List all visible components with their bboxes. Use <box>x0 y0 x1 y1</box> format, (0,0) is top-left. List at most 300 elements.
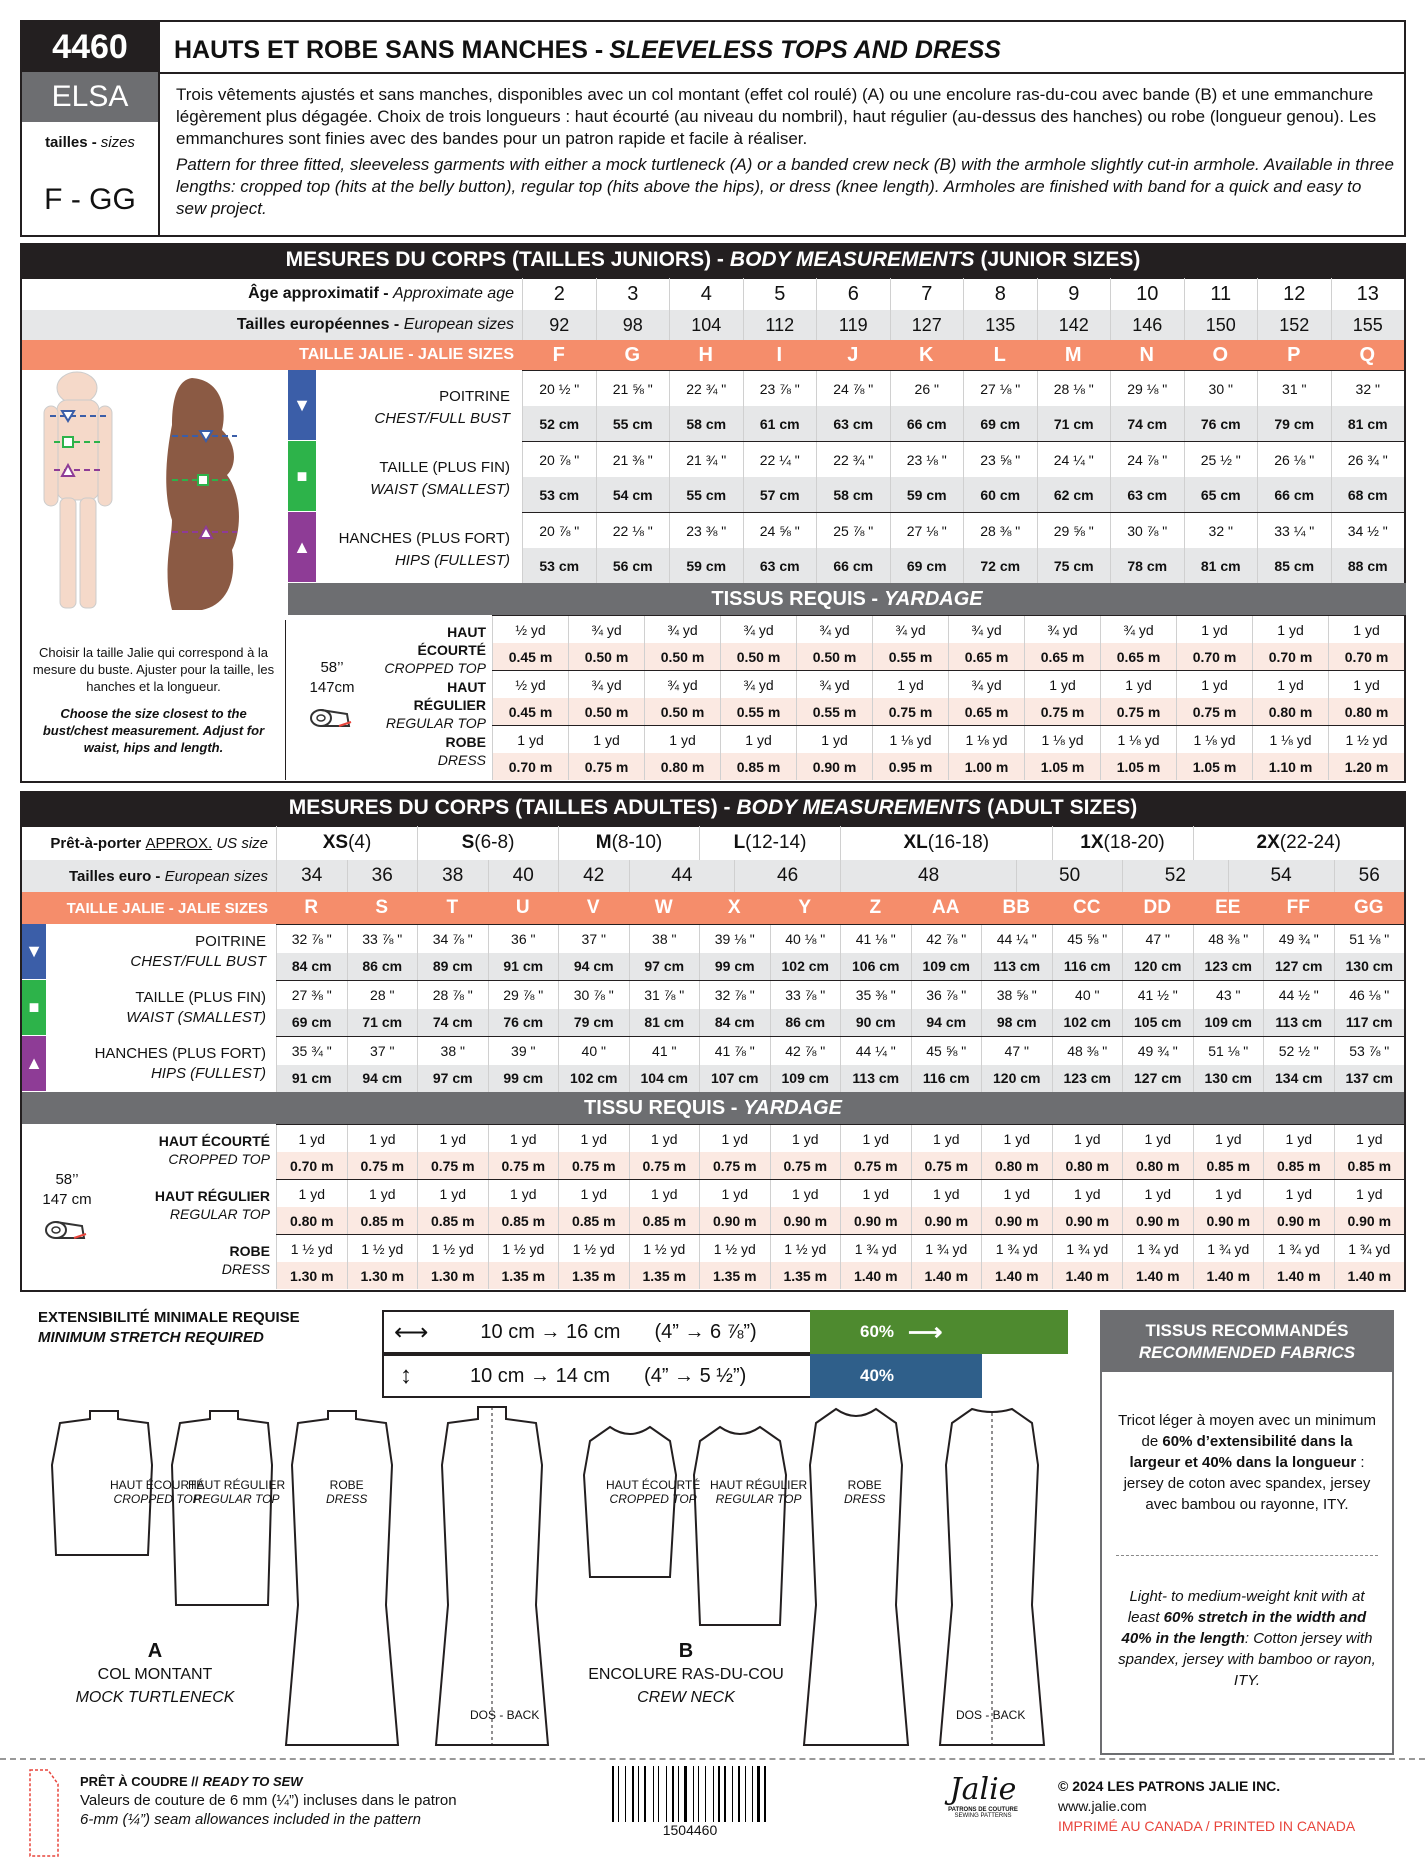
yardage-yd: 1 ½ yd <box>488 1235 559 1262</box>
measure-cm: 78 cm <box>1110 548 1184 583</box>
yardage-m: 0.75 m <box>1176 698 1252 725</box>
eu-size-cell: 135 <box>963 310 1037 340</box>
yardage-label-fr: HAUT RÉGULIER <box>413 679 486 713</box>
measure-in: 27 ⅛ " <box>963 371 1037 406</box>
jalie-size-cell: R <box>304 897 319 918</box>
yardage-yd: 1 yd <box>488 1125 559 1152</box>
yardage-yd: 1 yd <box>840 1180 911 1207</box>
yardage-m: 0.75 m <box>417 1152 488 1179</box>
measure-label-fr: TAILLE (PLUS FIN) <box>135 989 266 1006</box>
measure-in: 51 ⅛ " <box>1193 1037 1264 1065</box>
yardage-m: 0.90 m <box>770 1207 841 1234</box>
measure-in: 23 ⅞ " <box>743 371 817 406</box>
measure-in: 39 " <box>488 1037 559 1065</box>
eu-size-cell: 48 <box>840 860 1016 892</box>
us-size-letter: S <box>461 832 475 853</box>
measure-cm: 85 cm <box>1257 548 1331 583</box>
sizes-label: tailles - sizes <box>45 133 135 151</box>
jalie-size-cell: H <box>698 343 713 366</box>
measure-cm: 116 cm <box>1052 953 1123 981</box>
age-cell: 9 <box>1037 278 1111 310</box>
stretch-width-box: ⟷ 10 cm → 16 cm (4” → 6 ⅞”) <box>382 1310 812 1354</box>
measure-in: 24 ⅝ " <box>743 513 817 548</box>
measure-cm: 69 cm <box>276 1009 347 1037</box>
stretch-length-box: ↕ 10 cm → 14 cm (4” → 5 ½”) <box>382 1354 812 1398</box>
view-b-caption: B ENCOLURE RAS-DU-COU CREW NECK <box>588 1640 784 1706</box>
yardage-yd: 1 ½ yd <box>558 1235 629 1262</box>
yardage-yd: 1 ½ yd <box>770 1235 841 1262</box>
measure-in: 30 ⅞ " <box>558 981 629 1009</box>
yardage-m: 0.70 m <box>1176 643 1252 670</box>
yardage-m: 0.50 m <box>568 643 644 670</box>
junior-fabric-width: 58’’ 147cm <box>288 620 376 780</box>
measure-in: 32 " <box>1184 513 1258 548</box>
eu-size-cell: 52 <box>1122 860 1228 892</box>
measure-cm: 120 cm <box>981 1065 1052 1093</box>
yardage-m: 0.75 m <box>840 1152 911 1179</box>
measure-in: 40 " <box>558 1037 629 1065</box>
age-cell: 13 <box>1331 278 1405 310</box>
adult-eu-row <box>276 860 1404 892</box>
yardage-label-fr: HAUT ÉCOURTÉ <box>158 1133 270 1149</box>
yardage-m: 0.80 m <box>1328 698 1404 725</box>
measure-cm: 76 cm <box>488 1009 559 1037</box>
measure-in: 37 " <box>347 1037 418 1065</box>
measure-cm: 98 cm <box>981 1009 1052 1037</box>
yardage-m: 0.45 m <box>492 698 568 725</box>
us-size-cell <box>1193 826 1405 860</box>
measure-cm: 65 cm <box>1184 477 1258 512</box>
yardage-yd: 1 yd <box>1334 1180 1405 1207</box>
yardage-yd: 1 yd <box>1052 1125 1123 1152</box>
jalie-size-cell: O <box>1212 343 1229 366</box>
measure-cm: 55 cm <box>596 406 670 441</box>
garment-views <box>30 1405 1090 1770</box>
measure-cm: 63 cm <box>816 406 890 441</box>
measure-cm: 120 cm <box>1122 953 1193 981</box>
yardage-m: 1.30 m <box>276 1262 347 1289</box>
yardage-m: 1.40 m <box>1122 1262 1193 1289</box>
yardage-m: 0.85 m <box>488 1207 559 1234</box>
yardage-yd: 1 yd <box>558 1125 629 1152</box>
yardage-yd: 1 yd <box>1252 616 1328 643</box>
yardage-label-fr: ROBE <box>445 734 486 750</box>
measure-cm: 134 cm <box>1263 1065 1334 1093</box>
b-dress-label: ROBE DRESS <box>844 1478 886 1506</box>
measure-cm: 62 cm <box>1037 477 1111 512</box>
yardage-m: 0.80 m <box>1122 1152 1193 1179</box>
us-size-cell <box>699 826 840 860</box>
yardage-m: 0.50 m <box>644 643 720 670</box>
measure-in: 26 " <box>890 371 964 406</box>
adult-yardage <box>112 1124 1404 1290</box>
measure-in: 23 ⅜ " <box>669 513 743 548</box>
us-size-cell <box>840 826 1052 860</box>
footer-divider <box>0 1758 1425 1760</box>
jalie-size-cell: F <box>552 343 565 366</box>
junior-eu-row <box>522 310 1404 340</box>
jalie-size-cell: G <box>624 343 641 366</box>
yardage-yd: 1 yd <box>699 1180 770 1207</box>
eu-size-cell: 36 <box>347 860 418 892</box>
yardage-m: 0.65 m <box>948 643 1024 670</box>
yardage-m: 0.75 m <box>1024 698 1100 725</box>
measure-cm: 71 cm <box>1037 406 1111 441</box>
yardage-m: 0.80 m <box>1052 1152 1123 1179</box>
measure-cm: 81 cm <box>629 1009 700 1037</box>
measure-values <box>522 512 1404 583</box>
measure-cm: 116 cm <box>911 1065 982 1093</box>
yardage-yd: 1 yd <box>1193 1180 1264 1207</box>
us-size-range: (16-18) <box>927 832 990 853</box>
measure-icon: ▼ <box>22 924 46 979</box>
vertical-arrow-icon: ↕ <box>400 1362 412 1389</box>
yardage-yd: ¾ yd <box>796 616 872 643</box>
measure-cm: 54 cm <box>596 477 670 512</box>
measure-in: 32 ⅞ " <box>276 925 347 953</box>
yardage-m: 0.80 m <box>644 753 720 780</box>
yardage-yd: 1 yd <box>1334 1125 1405 1152</box>
yardage-m: 1.40 m <box>1334 1262 1405 1289</box>
measure-label <box>318 370 518 441</box>
measure-in: 42 ⅞ " <box>911 925 982 953</box>
measure-in: 38 " <box>629 925 700 953</box>
measure-cm: 99 cm <box>488 1065 559 1093</box>
yardage-m: 0.75 m <box>911 1152 982 1179</box>
yardage-m: 0.85 m <box>720 753 796 780</box>
a-cropped-label: HAUT ÉCOURTÉ CROPPED TOP <box>110 1478 205 1506</box>
yardage-m: 0.75 m <box>1100 698 1176 725</box>
measure-cm: 57 cm <box>743 477 817 512</box>
fabrics-fr: Tricot léger à moyen avec un minimum de 60% d’extensibilité dans la largeur et 40% dans la longueur : jersey de coton avec spandex, jersey avec bambou ou rayonne, ITY. <box>1118 1412 1376 1513</box>
measure-cm: 106 cm <box>840 953 911 981</box>
us-size-cell <box>1052 826 1193 860</box>
pattern-name: ELSA <box>22 72 158 122</box>
yardage-yd: ¾ yd <box>720 671 796 698</box>
adult-jalie-label: TAILLE JALIE - JALIE SIZES <box>22 892 276 924</box>
eu-size-cell: 42 <box>558 860 629 892</box>
yardage-yd: 1 yd <box>796 726 872 753</box>
measure-label <box>318 512 518 583</box>
eu-size-cell: 92 <box>522 310 596 340</box>
measure-in: 51 ⅛ " <box>1334 925 1405 953</box>
measure-icon: ▼ <box>288 370 316 440</box>
us-size-label: Prêt-à-porter APPROX. US size <box>50 834 268 852</box>
measure-cm: 69 cm <box>890 548 964 583</box>
yardage-yd: 1 yd <box>1024 671 1100 698</box>
junior-yardage-title: TISSUS REQUIS - YARDAGE <box>288 583 1406 615</box>
measure-cm: 56 cm <box>596 548 670 583</box>
measure-cm: 104 cm <box>629 1065 700 1093</box>
yardage-label-en: CROPPED TOP <box>384 660 486 676</box>
measure-cm: 123 cm <box>1052 1065 1123 1093</box>
measure-cm: 79 cm <box>558 1009 629 1037</box>
yardage-m: 0.85 m <box>558 1207 629 1234</box>
age-cell: 12 <box>1257 278 1331 310</box>
measure-in: 46 ⅛ " <box>1334 981 1405 1009</box>
yardage-label <box>376 623 486 677</box>
yardage-yd: ¾ yd <box>948 616 1024 643</box>
measure-cm: 63 cm <box>743 548 817 583</box>
measure-in: 29 ⅝ " <box>1037 513 1111 548</box>
measure-in: 45 ⅝ " <box>1052 925 1123 953</box>
measure-cm: 89 cm <box>417 953 488 981</box>
yardage-m: 1.10 m <box>1252 753 1328 780</box>
measure-in: 38 " <box>417 1037 488 1065</box>
measure-cm: 74 cm <box>417 1009 488 1037</box>
age-cell: 11 <box>1184 278 1258 310</box>
yardage-m: 0.75 m <box>770 1152 841 1179</box>
yardage-m: 1.40 m <box>981 1262 1052 1289</box>
yardage-yd: 1 ½ yd <box>699 1235 770 1262</box>
jalie-size-cell: X <box>727 897 741 918</box>
description <box>176 84 1394 220</box>
measure-label <box>318 441 518 512</box>
measure-cm: 76 cm <box>1184 406 1258 441</box>
measure-in: 31 ⅞ " <box>629 981 700 1009</box>
yardage-m: 0.70 m <box>1328 643 1404 670</box>
size-range: F - GG <box>44 182 136 216</box>
measure-in: 41 ⅞ " <box>699 1037 770 1065</box>
yardage-yd: ¾ yd <box>568 671 644 698</box>
jalie-size-cell: AA <box>932 897 960 918</box>
eu-size-cell: 50 <box>1016 860 1122 892</box>
measure-in: 38 ⅝ " <box>981 981 1052 1009</box>
yardage-yd: 1 yd <box>770 1180 841 1207</box>
jalie-size-cell: Z <box>869 897 882 918</box>
jalie-size-cell: W <box>654 897 673 918</box>
measure-in: 29 ⅛ " <box>1110 371 1184 406</box>
yardage-m: 0.90 m <box>1122 1207 1193 1234</box>
us-size-range: (4) <box>348 832 372 853</box>
yardage-m: 0.90 m <box>840 1207 911 1234</box>
measure-cm: 117 cm <box>1334 1009 1405 1037</box>
measure-in: 29 ⅞ " <box>488 981 559 1009</box>
measure-in: 28 " <box>347 981 418 1009</box>
measure-in: 42 ⅞ " <box>770 1037 841 1065</box>
jalie-size-cell: P <box>1287 343 1301 366</box>
measure-cm: 86 cm <box>770 1009 841 1037</box>
measure-in: 33 ¼ " <box>1257 513 1331 548</box>
measure-in: 47 " <box>1122 925 1193 953</box>
a-back-label: DOS - BACK <box>470 1708 540 1722</box>
measure-cm: 94 cm <box>911 1009 982 1037</box>
yardage-values <box>276 1179 1404 1234</box>
measure-in: 35 ⅜ " <box>840 981 911 1009</box>
measure-label <box>48 980 274 1036</box>
jalie-size-cell: L <box>993 343 1006 366</box>
fabric-roll-icon <box>42 1216 92 1242</box>
yardage-yd: ¾ yd <box>1024 616 1100 643</box>
eu-label: Tailles européennes - European sizes <box>22 310 522 340</box>
measure-cm: 58 cm <box>669 406 743 441</box>
measure-in: 27 ⅜ " <box>276 981 347 1009</box>
yardage-yd: 1 yd <box>347 1125 418 1152</box>
measure-in: 20 ⅞ " <box>522 513 596 548</box>
measure-in: 20 ½ " <box>522 371 596 406</box>
yardage-yd: 1 yd <box>911 1180 982 1207</box>
yardage-yd: 1 yd <box>1122 1125 1193 1152</box>
yardage-label-fr: HAUT RÉGULIER <box>154 1188 270 1204</box>
measure-in: 25 ⅞ " <box>816 513 890 548</box>
yardage-m: 0.55 m <box>720 698 796 725</box>
eu-size-cell: 38 <box>417 860 488 892</box>
measure-cm: 53 cm <box>522 477 596 512</box>
measure-cm: 66 cm <box>816 548 890 583</box>
yardage-yd: 1 yd <box>629 1125 700 1152</box>
yardage-label <box>376 678 486 732</box>
yardage-yd: 1 yd <box>568 726 644 753</box>
measure-in: 28 ⅞ " <box>417 981 488 1009</box>
yardage-yd: 1 yd <box>1263 1180 1334 1207</box>
measure-in: 22 ¾ " <box>669 371 743 406</box>
jalie-size-cell: Y <box>798 897 812 918</box>
yardage-m: 0.90 m <box>1334 1207 1405 1234</box>
yardage-m: 0.75 m <box>488 1152 559 1179</box>
yardage-yd: 1 yd <box>1328 671 1404 698</box>
yardage-m: 0.85 m <box>1263 1152 1334 1179</box>
us-size-letter: M <box>595 832 612 853</box>
measure-cm: 102 cm <box>1052 1009 1123 1037</box>
measure-cm: 55 cm <box>669 477 743 512</box>
measure-cm: 102 cm <box>558 1065 629 1093</box>
measure-in: 24 ¼ " <box>1037 442 1111 477</box>
yardage-m: 1.30 m <box>347 1262 418 1289</box>
yardage-m: 0.75 m <box>568 753 644 780</box>
eu-size-cell: 40 <box>488 860 559 892</box>
eu-size-cell: 34 <box>276 860 347 892</box>
age-cell: 3 <box>596 278 670 310</box>
yardage-m: 0.85 m <box>1193 1152 1264 1179</box>
yardage-m: 0.85 m <box>1334 1152 1405 1179</box>
measure-cm: 63 cm <box>1110 477 1184 512</box>
measure-in: 48 ⅜ " <box>1193 925 1264 953</box>
us-size-range: (22-24) <box>1279 832 1341 853</box>
junior-measurements-title: MESURES DU CORPS (TAILLES JUNIORS) - BODY MEASUREMENTS (JUNIOR SIZES) <box>20 243 1406 277</box>
yardage-label <box>112 1187 270 1223</box>
yardage-yd: 1 ¾ yd <box>1122 1235 1193 1262</box>
view-b-dress <box>804 1409 908 1745</box>
us-size-letter: 2X <box>1256 832 1280 853</box>
measure-values <box>276 980 1404 1036</box>
yardage-m: 0.90 m <box>981 1207 1052 1234</box>
yardage-m: 0.65 m <box>1024 643 1100 670</box>
yardage-m: 1.35 m <box>488 1262 559 1289</box>
measure-cm: 66 cm <box>1257 477 1331 512</box>
age-cell: 4 <box>669 278 743 310</box>
measure-in: 35 ¾ " <box>276 1037 347 1065</box>
adult-fabric-width: 58’’ 147 cm <box>22 1124 112 1290</box>
yardage-yd: 1 yd <box>558 1180 629 1207</box>
measure-cm: 61 cm <box>743 406 817 441</box>
yardage-m: 0.85 m <box>417 1207 488 1234</box>
eu-size-cell: 119 <box>816 310 890 340</box>
measure-in: 44 ½ " <box>1263 981 1334 1009</box>
measure-in: 40 ⅛ " <box>770 925 841 953</box>
yardage-yd: 1 yd <box>699 1125 770 1152</box>
yardage-yd: 1 yd <box>1100 671 1176 698</box>
yardage-m: 1.35 m <box>558 1262 629 1289</box>
measure-in: 22 ¾ " <box>816 442 890 477</box>
measure-in: 31 " <box>1257 371 1331 406</box>
yardage-yd: 1 ¾ yd <box>1334 1235 1405 1262</box>
yardage-yd: ¾ yd <box>948 671 1024 698</box>
us-size-cell <box>417 826 558 860</box>
yardage-m: 0.70 m <box>276 1152 347 1179</box>
eu-size-cell: 146 <box>1110 310 1184 340</box>
yardage-yd: ¾ yd <box>568 616 644 643</box>
jalie-size-cell: T <box>446 897 459 918</box>
yardage-m: 0.85 m <box>629 1207 700 1234</box>
view-a-dress <box>286 1411 398 1745</box>
yardage-label <box>376 733 486 769</box>
yardage-m: 0.50 m <box>644 698 720 725</box>
measure-cm: 71 cm <box>347 1009 418 1037</box>
measure-in: 33 ⅞ " <box>770 981 841 1009</box>
measure-in: 22 ¼ " <box>743 442 817 477</box>
yardage-m: 0.45 m <box>492 643 568 670</box>
yardage-m: 0.50 m <box>720 643 796 670</box>
measure-cm: 113 cm <box>981 953 1052 981</box>
yardage-yd: 1 yd <box>644 726 720 753</box>
us-size-letter: XS <box>322 832 349 853</box>
stretch-length-bar: 40% <box>810 1354 982 1398</box>
measure-label <box>48 924 274 980</box>
yardage-m: 0.90 m <box>699 1207 770 1234</box>
view-a-caption: A COL MONTANT MOCK TURTLENECK <box>75 1640 235 1706</box>
adult-measurements-title: MESURES DU CORPS (TAILLES ADULTES) - BODY MEASUREMENTS (ADULT SIZES) <box>20 791 1406 825</box>
adult-jalie-row <box>276 892 1404 924</box>
jalie-size-cell: N <box>1139 343 1154 366</box>
yardage-yd: 1 ½ yd <box>417 1235 488 1262</box>
jalie-logo: Jalie PATRONS DE COUTURE SEWING PATTERNS <box>948 1772 1018 1819</box>
measure-cm: 59 cm <box>669 548 743 583</box>
yardage-yd: 1 ⅛ yd <box>1176 726 1252 753</box>
jalie-size-label: TAILLE JALIE - JALIE SIZES <box>22 340 522 370</box>
eu-size-cell: 44 <box>629 860 735 892</box>
measure-cm: 90 cm <box>840 1009 911 1037</box>
yardage-yd: 1 yd <box>347 1180 418 1207</box>
measure-icon: ▲ <box>288 512 316 582</box>
measure-in: 53 ⅞ " <box>1334 1037 1405 1065</box>
measure-cm: 60 cm <box>963 477 1037 512</box>
jalie-size-cell: U <box>515 897 530 918</box>
measure-cm: 113 cm <box>1263 1009 1334 1037</box>
yardage-m: 0.55 m <box>872 643 948 670</box>
yardage-yd: 1 yd <box>1263 1125 1334 1152</box>
view-a-regular-top <box>172 1411 272 1605</box>
yardage-yd: 1 ¾ yd <box>1052 1235 1123 1262</box>
yardage-m: 1.35 m <box>770 1262 841 1289</box>
adult-eu-label: Tailles euro - European sizes <box>22 860 276 892</box>
measure-cm: 84 cm <box>699 1009 770 1037</box>
measure-icon: ■ <box>22 980 46 1035</box>
fabrics-en: Light- to medium-weight knit with at least 60% stretch in the width and 40% in the length: Cotton jersey with spandex, jersey with bamboo or rayon, ITY. <box>1118 1588 1376 1689</box>
measure-cm: 97 cm <box>629 953 700 981</box>
measure-in: 24 ⅞ " <box>816 371 890 406</box>
eu-size-cell: 155 <box>1331 310 1405 340</box>
measure-cm: 86 cm <box>347 953 418 981</box>
yardage-yd: 1 ⅛ yd <box>1252 726 1328 753</box>
measure-values <box>522 441 1404 512</box>
yardage-m: 0.90 m <box>796 753 872 780</box>
measure-in: 41 ⅛ " <box>840 925 911 953</box>
measure-cm: 52 cm <box>522 406 596 441</box>
yardage-yd: 1 ⅛ yd <box>872 726 948 753</box>
measure-in: 28 ⅛ " <box>1037 371 1111 406</box>
measure-label-en: CHEST/FULL BUST <box>374 410 510 427</box>
measure-in: 34 ⅞ " <box>417 925 488 953</box>
